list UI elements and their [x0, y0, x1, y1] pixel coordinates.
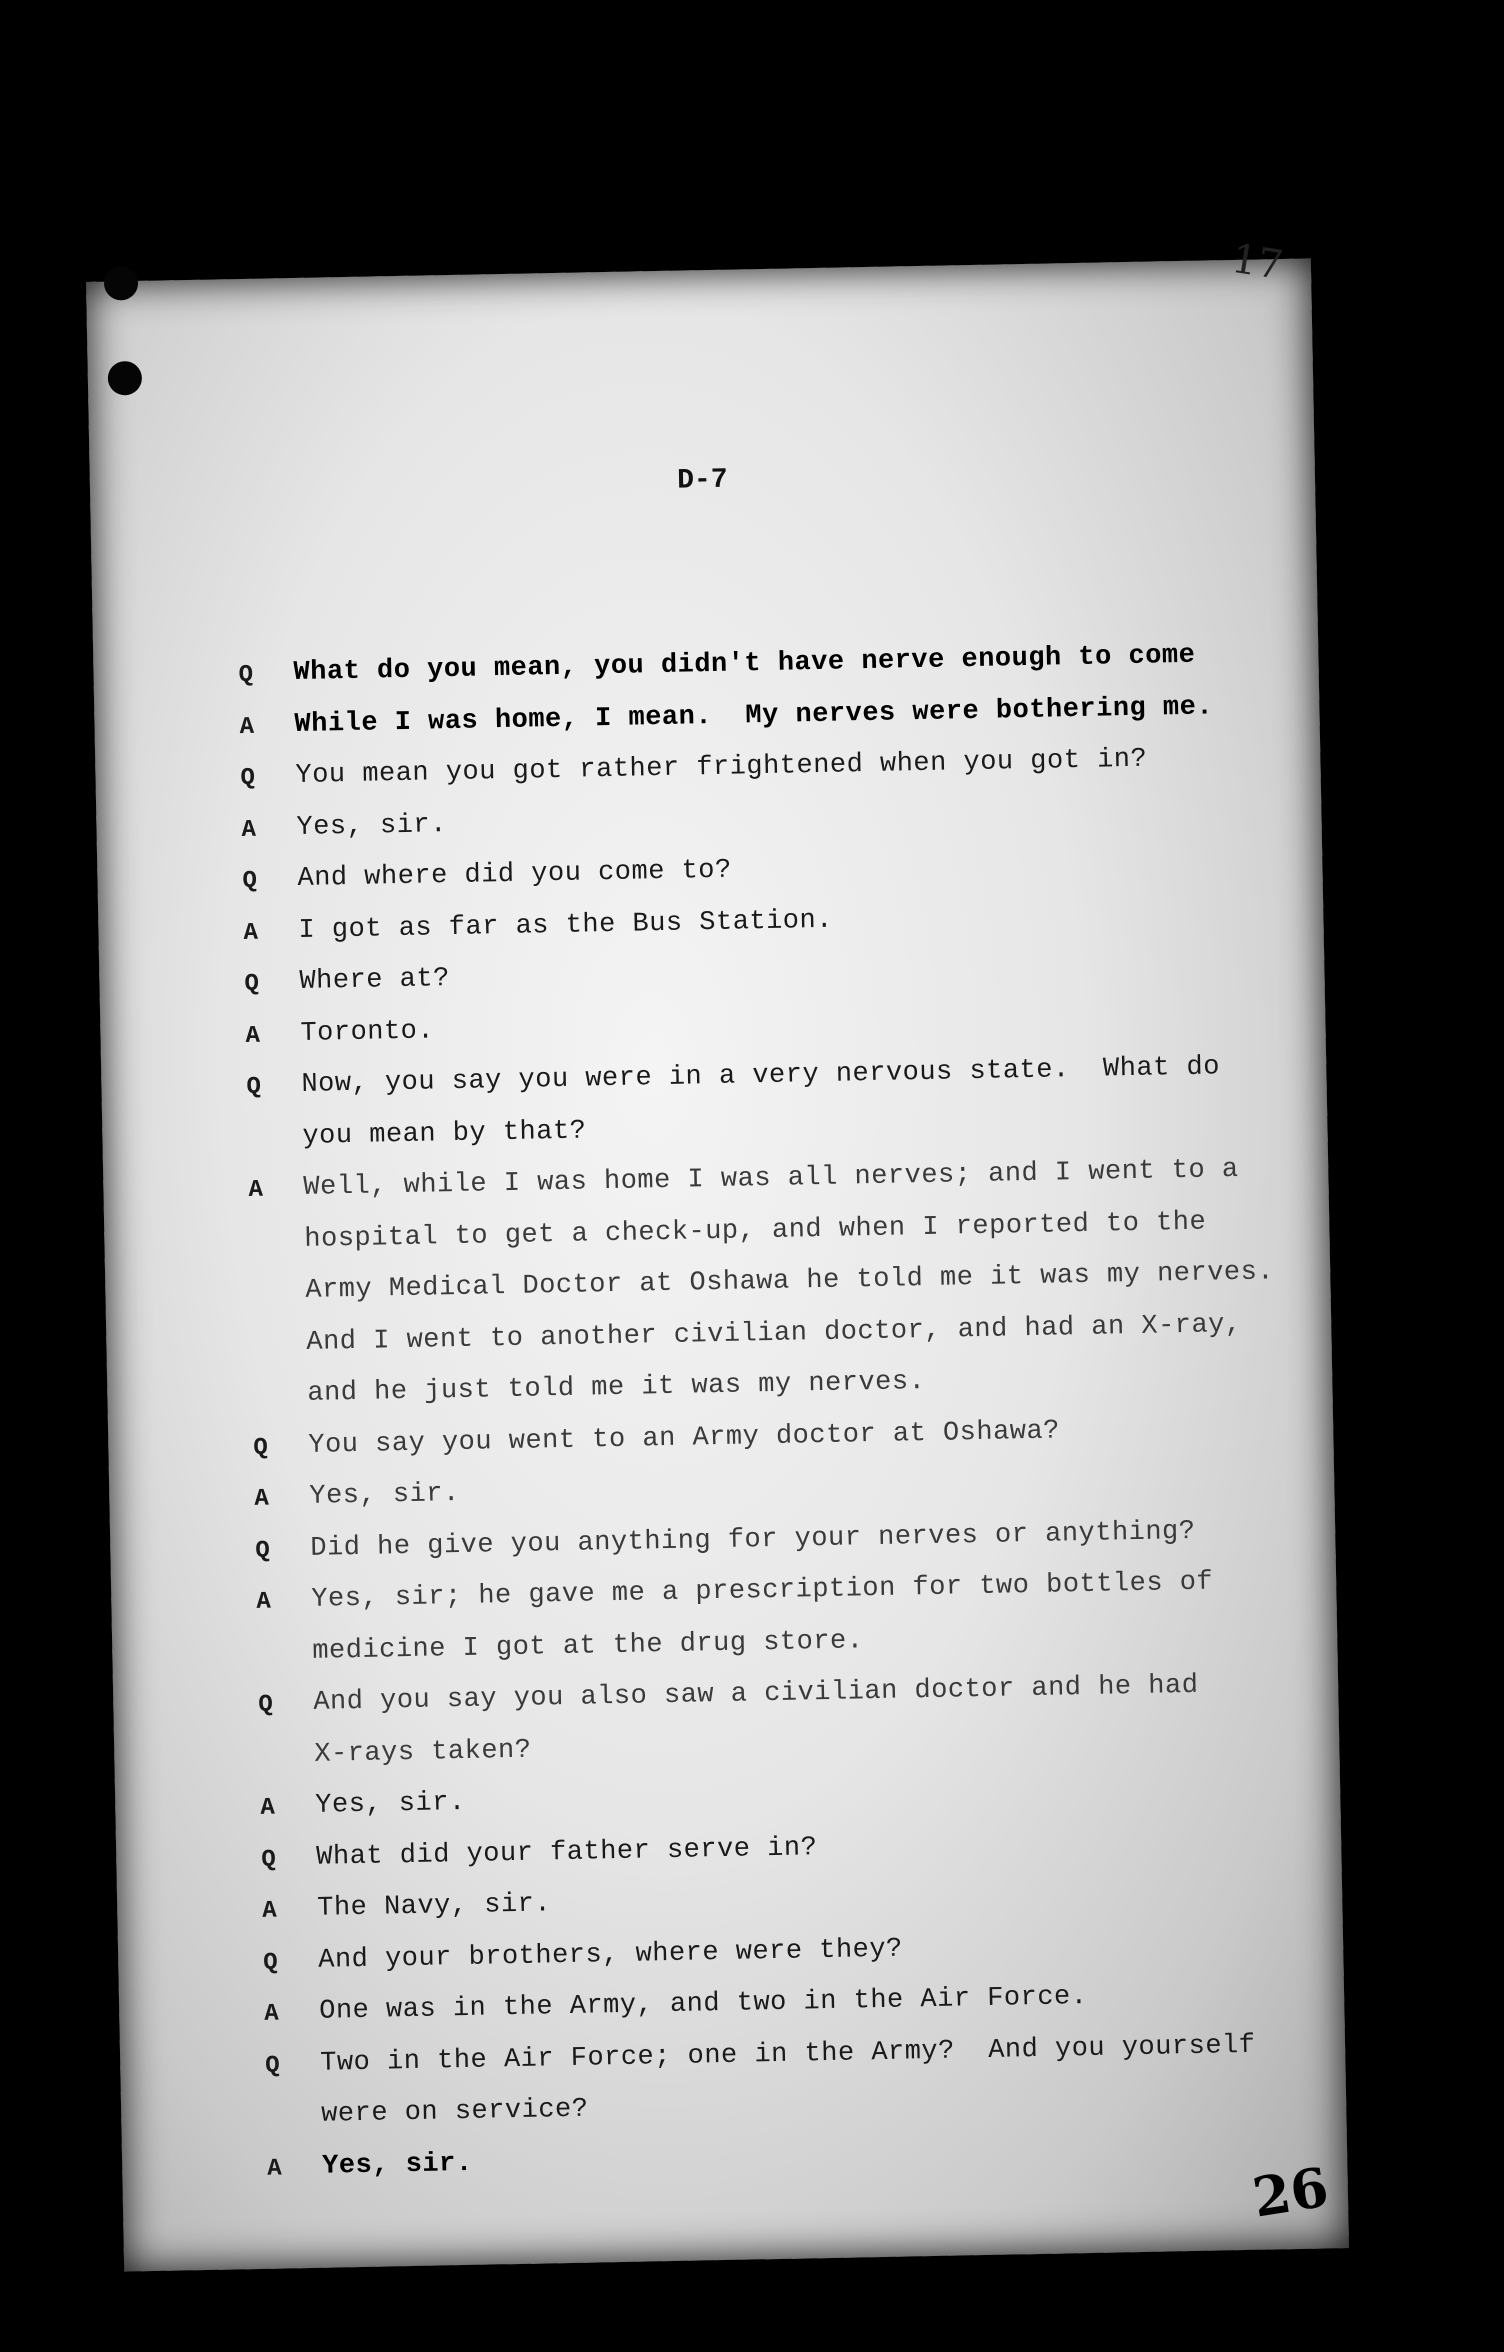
transcript-line: you mean by that?	[302, 1115, 587, 1152]
transcript-line: While I was home, I mean. My nerves were bothering me.	[294, 691, 1214, 740]
answer-marker: A	[260, 1794, 276, 1822]
answer-marker: A	[248, 1176, 264, 1204]
transcript-line: Army Medical Doctor at Oshawa he told me it was my nerves.	[305, 1257, 1275, 1306]
transcript-line: Where at?	[299, 964, 451, 997]
answer-marker: A	[262, 1897, 277, 1925]
question-marker: Q	[258, 1691, 274, 1719]
question-marker: Q	[242, 867, 258, 896]
page-label: D-7	[676, 464, 728, 497]
question-marker: Q	[263, 1949, 278, 1977]
question-marker: Q	[265, 2052, 280, 2080]
answer-marker: A	[267, 2155, 282, 2183]
corner-handwritten-mark: 17	[1228, 235, 1287, 290]
question-marker: Q	[240, 764, 256, 793]
transcript-line: One was in the Army, and two in the Air Force.	[318, 1982, 1088, 2027]
question-marker: Q	[244, 970, 260, 999]
transcript-line: Yes, sir.	[296, 809, 448, 843]
transcript-line: hospital to get a check-up, and when I reported to the	[304, 1207, 1207, 1255]
transcript-line: And where did you come to?	[297, 855, 733, 894]
transcript-line: and he just told me it was my nerves.	[307, 1367, 926, 1409]
transcript-line: And I went to another civilian doctor, and had an X-ray,	[306, 1309, 1242, 1358]
transcript-line: Now, you say you were in a very nervous state. What do	[301, 1052, 1221, 1100]
question-marker: Q	[255, 1537, 271, 1565]
answer-marker: A	[245, 1022, 261, 1050]
transcript-line: Well, while I was home I was all nerves; and I went to a	[303, 1154, 1239, 1203]
answer-marker: A	[254, 1485, 270, 1513]
punch-hole-bottom	[108, 361, 143, 396]
transcript-line: You mean you got rather frightened when you got in?	[295, 744, 1148, 792]
question-marker: Q	[261, 1846, 276, 1874]
transcript-line: Yes, sir.	[321, 2148, 473, 2182]
transcript-line: Yes, sir; he gave me a prescription for two bottles of	[311, 1567, 1214, 1615]
transcript-line: The Navy, sir.	[316, 1889, 552, 1924]
folio-number: 26	[1248, 2154, 1333, 2230]
answer-marker: A	[239, 713, 255, 741]
transcript-line: Yes, sir.	[309, 1478, 460, 1512]
transcript-line: Yes, sir.	[315, 1787, 466, 1821]
transcript-line: And you say you also saw a civilian doctor and he had	[313, 1670, 1199, 1718]
transcript-line: were on service?	[320, 2094, 589, 2130]
question-marker: Q	[253, 1434, 269, 1462]
answer-marker: A	[264, 2000, 279, 2028]
transcript-line: Two in the Air Force; one in the Army? And you yourself	[319, 2030, 1256, 2079]
transcript-line: I got as far as the Bus Station.	[298, 905, 834, 946]
transcript-line: What do you mean, you didn't have nerve enough to come	[293, 640, 1196, 689]
transcript-line: X-rays taken?	[314, 1735, 532, 1770]
document-page	[86, 235, 1349, 2271]
transcript-line: What did your father serve in?	[316, 1832, 818, 1873]
transcript-line: You say you went to an Army doctor at Oshawa?	[308, 1415, 1061, 1461]
transcript-line: Did he give you anything for your nerves or anything?	[310, 1516, 1196, 1564]
transcript-line: medicine I got at the drug store.	[312, 1625, 864, 1667]
punch-hole-top	[104, 266, 139, 301]
transcript-line: Toronto.	[300, 1015, 435, 1049]
question-marker: Q	[238, 661, 254, 690]
answer-marker: A	[241, 816, 257, 844]
answer-marker: A	[243, 919, 259, 947]
transcript-line: And your brothers, where were they?	[317, 1934, 904, 1976]
answer-marker: A	[256, 1588, 272, 1616]
question-marker: Q	[246, 1073, 262, 1102]
